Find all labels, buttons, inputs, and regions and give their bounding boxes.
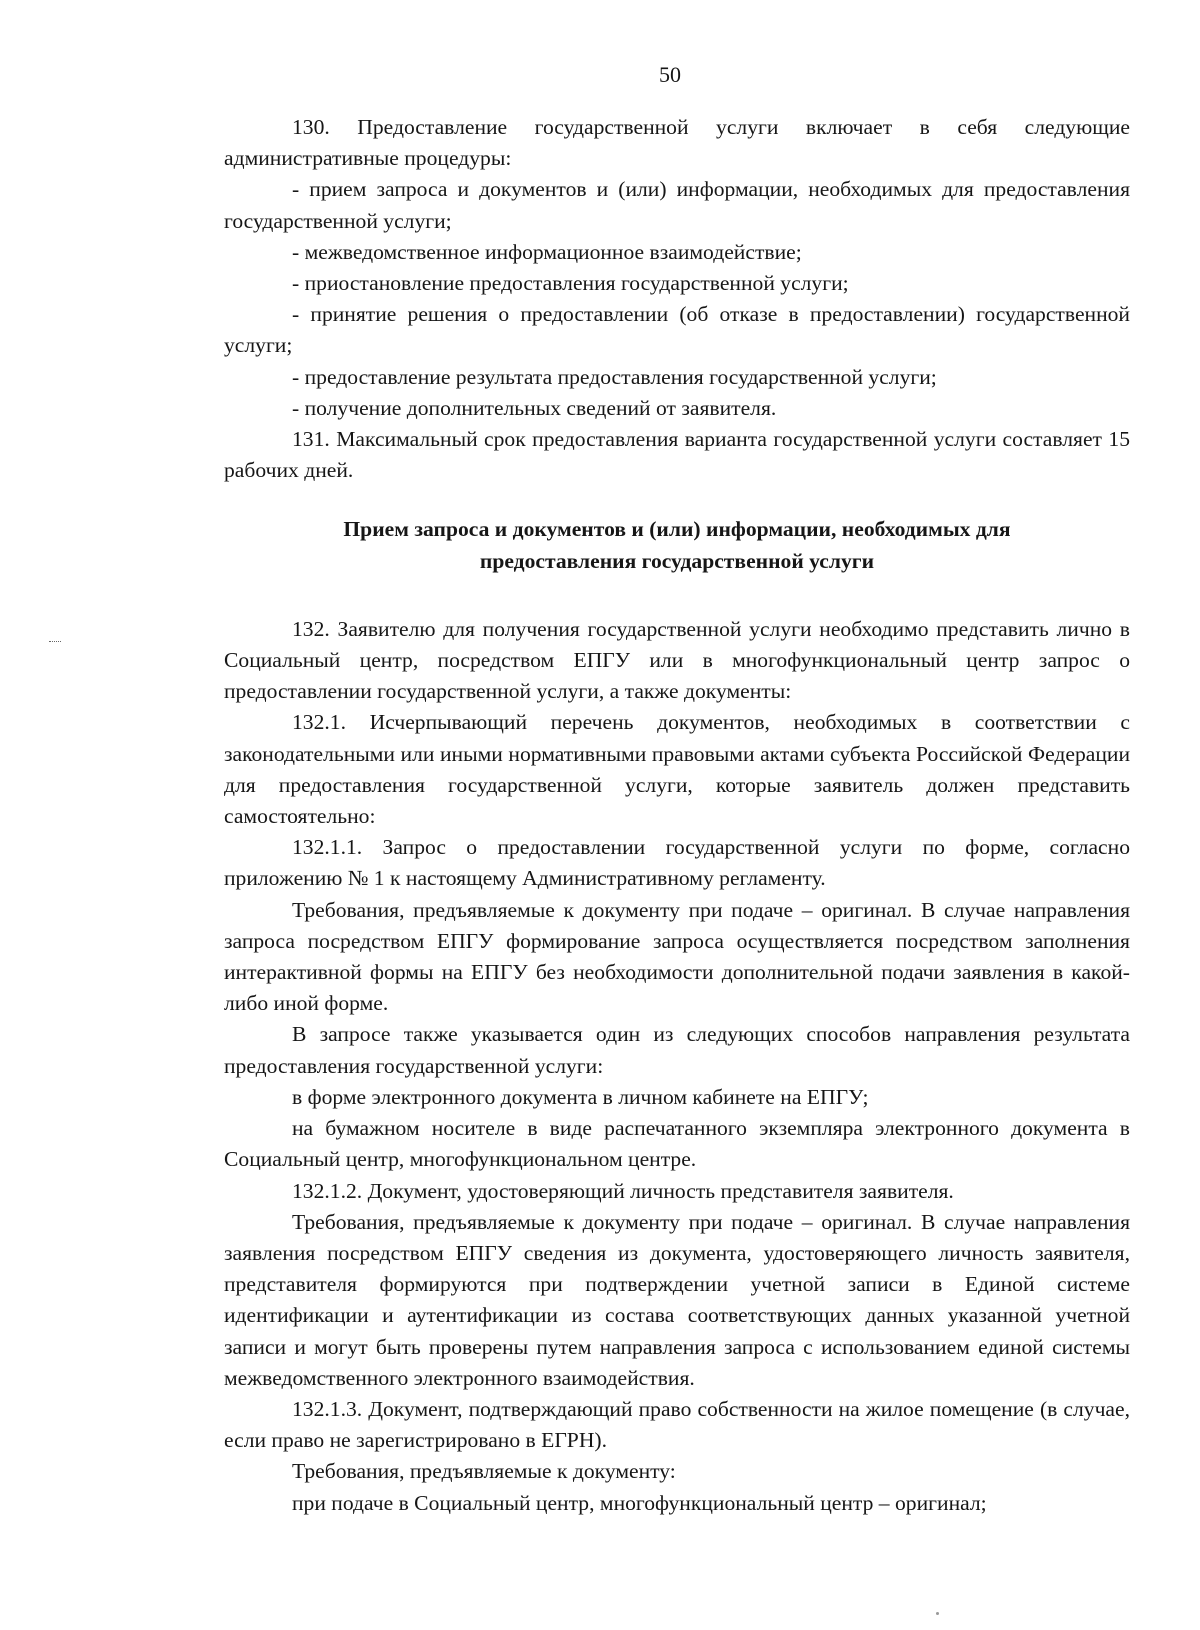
- list-item-suspension: - приостановление предоставления государственной услуги;: [292, 271, 849, 296]
- list-item-paper-form: на бумажном носителе в виде распечатанного экземпляра электронного документа в Социальный центр, многофункциональном центре.: [224, 1116, 1130, 1172]
- scan-dot: [936, 1612, 939, 1615]
- paragraph-requirements-identity: Требования, предъявляемые к документу при подаче – оригинал. В случае направления заявления посредством ЕПГУ сведения из документа, удостоверяющего личность заявителя, представителя формируются при подтверждении учетной записи в Единой системе идентификации и аутентификации из состава соответствующих данных указанной учетной записи и могут быть проверены путем направления запроса с использованием единой системы межведомственного электронного взаимодействия.: [224, 1209, 1130, 1390]
- section-heading: [224, 514, 1130, 576]
- paragraph-132-1-1: 132.1.1. Запрос о предоставлении государственной услуги по форме, согласно приложению № 1 к настоящему Административному регламенту.: [224, 835, 1130, 891]
- section-heading-line-2: предоставления государственной услуги: [479, 548, 875, 573]
- paragraph-requirements-heading: Требования, предъявляемые к документу:: [292, 1459, 676, 1484]
- paragraph-result-methods: В запросе также указывается один из следующих способов направления результата предоставления государственной услуги:: [224, 1022, 1130, 1078]
- list-item-decision: - принятие решения о предоставлении (об отказе в предоставлении) государственной услуги;: [224, 302, 1130, 358]
- paragraph-requirements-request: Требования, предъявляемые к документу при подаче – оригинал. В случае направления запроса посредством ЕПГУ формирование запроса осуществляется посредством заполнения интерактивной формы на ЕПГУ без необходимости дополнительной подачи заявления в какой-либо иной форме.: [224, 897, 1130, 1016]
- list-item-electronic-form: в форме электронного документа в личном кабинете на ЕПГУ;: [292, 1084, 869, 1109]
- paragraph-requirements-original: при подаче в Социальный центр, многофункциональный центр – оригинал;: [292, 1490, 987, 1515]
- list-item-receive-request: - прием запроса и документов и (или) информации, необходимых для предоставления государственной услуги;: [224, 177, 1130, 233]
- margin-mark: [49, 641, 61, 644]
- list-item-result-provision: - предоставление результата предоставления государственной услуги;: [292, 364, 937, 389]
- paragraph-131: 131. Максимальный срок предоставления варианта государственной услуги составляет 15 рабочих дней.: [224, 427, 1130, 483]
- paragraph-130: 130. Предоставление государственной услуги включает в себя следующие административные процедуры:: [224, 115, 1130, 171]
- list-item-interagency-interaction: - межведомственное информационное взаимодействие;: [292, 239, 802, 264]
- paragraph-132-1-2: 132.1.2. Документ, удостоверяющий личность представителя заявителя.: [292, 1178, 954, 1203]
- paragraph-132-1: 132.1. Исчерпывающий перечень документов, необходимых в соответствии с законодательными или иными нормативными правовыми актами субъекта Российской Федерации для предоставления государственной услуги, которые заявитель должен представить самостоятельно:: [224, 710, 1130, 829]
- section-heading-line-1: Прием запроса и документов и (или) информации, необходимых для: [343, 517, 1011, 542]
- page-number: 50: [659, 62, 681, 87]
- document-body: [224, 112, 1130, 1519]
- paragraph-132-1-3: 132.1.3. Документ, подтверждающий право собственности на жилое помещение (в случае, если право не зарегистрировано в ЕГРН).: [224, 1396, 1130, 1453]
- list-item-additional-info: - получение дополнительных сведений от заявителя.: [292, 395, 777, 420]
- paragraph-132: 132. Заявителю для получения государственной услуги необходимо представить лично в Социальный центр, посредством ЕПГУ или в многофункциональный центр запрос о предоставлении государственной услуги, а также документы:: [224, 616, 1130, 704]
